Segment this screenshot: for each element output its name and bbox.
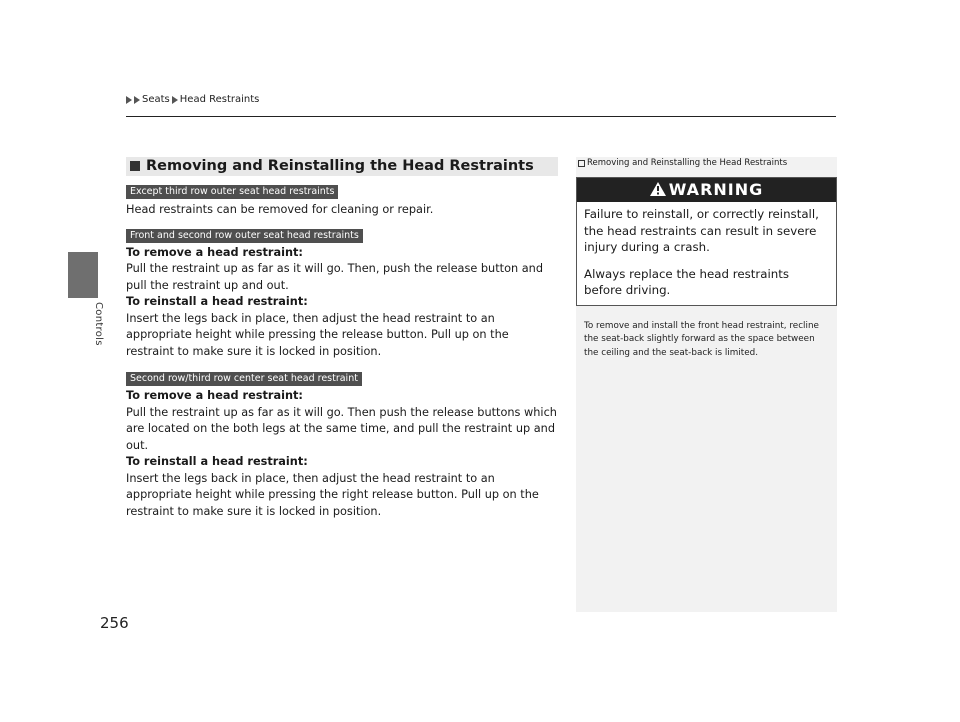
section-square-icon (130, 161, 140, 171)
reinstall-heading-1: To reinstall a head restraint: (126, 295, 308, 308)
warning-body (577, 202, 836, 305)
remove-heading-2: To remove a head restraint: (126, 389, 303, 402)
breadcrumb-arrow-icon (134, 96, 140, 104)
warning-bar (577, 178, 836, 202)
warning-triangle-icon (650, 182, 666, 196)
tag-except-third-row: Except third row outer seat head restraints (126, 185, 338, 199)
breadcrumb-seats-link[interactable]: Seats (142, 94, 170, 105)
intro-text: Head restraints can be removed for cleaning or repair. (126, 203, 434, 216)
warning-text-1: Failure to reinstall, or correctly reinstall, the head restraints can result in severe injury during a crash. (584, 207, 819, 254)
tag-front-second-row: Front and second row outer seat head restraints (126, 229, 363, 243)
section-heading (126, 157, 558, 176)
warning-label: WARNING (668, 180, 764, 199)
breadcrumb (126, 94, 259, 105)
aside-heading (576, 157, 837, 169)
reinstall-text-1: Insert the legs back in place, then adjust the head restraint to an appropriate height while pressing the release button. Pull up on the restraint to make sure it is locked in position. (126, 311, 509, 358)
warning-box (576, 177, 837, 306)
chapter-tab (68, 252, 98, 298)
aside-note: To remove and install the front head restraint, recline the seat-back slightly forward as the space between the ceiling and the seat-back is limited. (584, 320, 819, 358)
page-number: 256 (100, 614, 129, 632)
breadcrumb-arrow-icon (126, 96, 132, 104)
remove-text-2: Pull the restraint up as far as it will go. Then push the release buttons which are located on the both legs at the same time, and pull the restraint up and out. (126, 405, 557, 452)
tag-center-seat: Second row/third row center seat head restraint (126, 372, 362, 386)
header-divider (126, 116, 836, 117)
breadcrumb-head-restraints-link[interactable]: Head Restraints (179, 94, 260, 105)
aside-title: Removing and Reinstalling the Head Restraints (587, 158, 788, 168)
reinstall-heading-2: To reinstall a head restraint: (126, 455, 308, 468)
warning-text-2: Always replace the head restraints before driving. (584, 266, 789, 297)
remove-heading-1: To remove a head restraint: (126, 245, 303, 259)
breadcrumb-arrow-icon (172, 96, 178, 104)
section-title: Removing and Reinstalling the Head Restraints (146, 158, 534, 174)
remove-text-1: Pull the restraint up as far as it will go. Then, push the release button and pull the restraint up and out. (126, 262, 543, 292)
main-content (126, 157, 558, 520)
reference-square-icon (578, 160, 585, 167)
chapter-label: Controls (93, 302, 104, 346)
sidebar-notes (576, 157, 837, 612)
reinstall-text-2: Insert the legs back in place, then adjust the head restraint to an appropriate height while pressing the right release button. Pull up on the restraint to make sure it is locked in position. (126, 471, 539, 518)
